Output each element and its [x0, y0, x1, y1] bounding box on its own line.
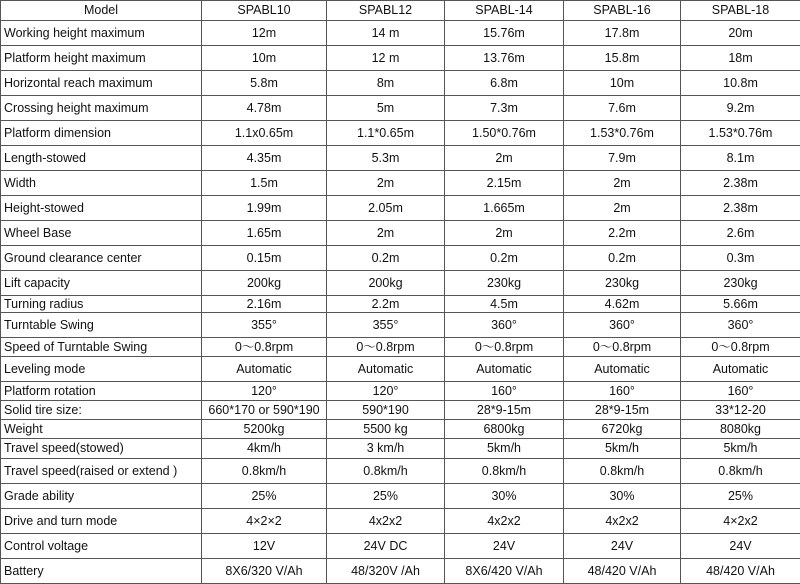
spec-value: 1.665m [445, 196, 564, 221]
spec-value: 5200kg [202, 420, 327, 439]
spec-value: 0.15m [202, 246, 327, 271]
table-row [1, 296, 800, 313]
spec-value: 8080kg [681, 420, 800, 439]
spec-value: Automatic [681, 357, 800, 382]
spec-value: 5m [327, 96, 445, 121]
table-row [1, 559, 800, 584]
spec-value: 0.2m [564, 246, 681, 271]
spec-value: 2m [564, 196, 681, 221]
spec-value: 0.8km/h [681, 459, 800, 484]
spec-value: 33*12-20 [681, 401, 800, 420]
table-row [1, 509, 800, 534]
spec-value: 28*9-15m [564, 401, 681, 420]
spec-value: 5.3m [327, 146, 445, 171]
table-row [1, 534, 800, 559]
spec-label: Control voltage [1, 534, 202, 559]
spec-value: 1.53*0.76m [564, 121, 681, 146]
spec-label: Drive and turn mode [1, 509, 202, 534]
spec-value: 1.50*0.76m [445, 121, 564, 146]
spec-value: 2.38m [681, 171, 800, 196]
spec-value: 24V [681, 534, 800, 559]
spec-value: 360° [681, 313, 800, 338]
header-model-name: SPABL10 [202, 1, 327, 21]
spec-value: 200kg [202, 271, 327, 296]
spec-value: 2m [564, 171, 681, 196]
spec-value: 2m [327, 171, 445, 196]
header-row [1, 1, 800, 21]
spec-value: 48/420 V/Ah [681, 559, 800, 584]
spec-value: 48/420 V/Ah [564, 559, 681, 584]
table-row [1, 382, 800, 401]
spec-value: 4x2x2 [564, 509, 681, 534]
spec-value: Automatic [202, 357, 327, 382]
spec-value: 4.35m [202, 146, 327, 171]
spec-value: 590*190 [327, 401, 445, 420]
spec-value: 0～0.8rpm [327, 338, 445, 357]
spec-value: 360° [445, 313, 564, 338]
spec-value: 24V DC [327, 534, 445, 559]
spec-value: 0～0.8rpm [681, 338, 800, 357]
spec-value: 12m [202, 21, 327, 46]
table-row [1, 357, 800, 382]
spec-value: 2.38m [681, 196, 800, 221]
table-row [1, 459, 800, 484]
spec-value: 5km/h [445, 439, 564, 459]
spec-value: 1.5m [202, 171, 327, 196]
spec-label: Length-stowed [1, 146, 202, 171]
spec-value: 25% [681, 484, 800, 509]
spec-value: 20m [681, 21, 800, 46]
spec-label: Leveling mode [1, 357, 202, 382]
spec-value: 28*9-15m [445, 401, 564, 420]
spec-value: 4.5m [445, 296, 564, 313]
table-row [1, 439, 800, 459]
spec-label: Solid tire size: [1, 401, 202, 420]
spec-label: Grade ability [1, 484, 202, 509]
spec-value: 8m [327, 71, 445, 96]
spec-value: 0.8km/h [327, 459, 445, 484]
spec-value: 14 m [327, 21, 445, 46]
spec-value: 15.8m [564, 46, 681, 71]
spec-value: 2.16m [202, 296, 327, 313]
spec-value: 0～0.8rpm [202, 338, 327, 357]
spec-value: Automatic [564, 357, 681, 382]
spec-value: 2.6m [681, 221, 800, 246]
table-row [1, 96, 800, 121]
header-model-name: SPABL-16 [564, 1, 681, 21]
table-row [1, 146, 800, 171]
spec-label: Weight [1, 420, 202, 439]
table-row [1, 313, 800, 338]
spec-value: 4.62m [564, 296, 681, 313]
spec-value: 7.9m [564, 146, 681, 171]
spec-label: Lift capacity [1, 271, 202, 296]
spec-value: 5.66m [681, 296, 800, 313]
spec-value: 230kg [681, 271, 800, 296]
spec-table-body [1, 1, 800, 584]
spec-value: 4x2x2 [327, 509, 445, 534]
spec-value: 0.2m [445, 246, 564, 271]
spec-value: 230kg [564, 271, 681, 296]
spec-value: 25% [327, 484, 445, 509]
spec-value: 2m [327, 221, 445, 246]
spec-value: 4×2×2 [202, 509, 327, 534]
spec-value: 4.78m [202, 96, 327, 121]
spec-value: 5500 kg [327, 420, 445, 439]
spec-label: Travel speed(stowed) [1, 439, 202, 459]
spec-value: 0～0.8rpm [445, 338, 564, 357]
table-row [1, 420, 800, 439]
table-row [1, 171, 800, 196]
spec-value: 2.2m [327, 296, 445, 313]
spec-value: 2m [445, 221, 564, 246]
spec-value: 1.1*0.65m [327, 121, 445, 146]
spec-value: 15.76m [445, 21, 564, 46]
spec-value: 0.8km/h [202, 459, 327, 484]
spec-value: 18m [681, 46, 800, 71]
spec-value: 6.8m [445, 71, 564, 96]
spec-value: 25% [202, 484, 327, 509]
spec-value: 5.8m [202, 71, 327, 96]
spec-value: 6800kg [445, 420, 564, 439]
spec-value: 0.8km/h [564, 459, 681, 484]
spec-value: 355° [327, 313, 445, 338]
spec-value: 13.76m [445, 46, 564, 71]
spec-label: Battery [1, 559, 202, 584]
spec-value: 48/320V /Ah [327, 559, 445, 584]
spec-value: 2m [445, 146, 564, 171]
spec-value: 8X6/320 V/Ah [202, 559, 327, 584]
spec-value: 160° [681, 382, 800, 401]
spec-value: 2.15m [445, 171, 564, 196]
header-model-name: SPABL-18 [681, 1, 800, 21]
spec-value: 5km/h [564, 439, 681, 459]
spec-label: Working height maximum [1, 21, 202, 46]
table-row [1, 46, 800, 71]
spec-value: 6720kg [564, 420, 681, 439]
spec-value: 0.3m [681, 246, 800, 271]
spec-value: 200kg [327, 271, 445, 296]
spec-value: 360° [564, 313, 681, 338]
spec-label: Crossing height maximum [1, 96, 202, 121]
header-model-name: SPABL-14 [445, 1, 564, 21]
spec-value: 3 km/h [327, 439, 445, 459]
spec-label: Speed of Turntable Swing [1, 338, 202, 357]
table-row [1, 338, 800, 357]
table-row [1, 21, 800, 46]
spec-value: 1.1x0.65m [202, 121, 327, 146]
header-model-name: SPABL12 [327, 1, 445, 21]
spec-value: 7.3m [445, 96, 564, 121]
spec-label: Ground clearance center [1, 246, 202, 271]
spec-value: 30% [564, 484, 681, 509]
spec-value: 10m [202, 46, 327, 71]
spec-value: 120° [327, 382, 445, 401]
spec-label: Platform height maximum [1, 46, 202, 71]
table-row [1, 71, 800, 96]
spec-value: 24V [445, 534, 564, 559]
table-row [1, 121, 800, 146]
spec-value: 24V [564, 534, 681, 559]
spec-value: 160° [445, 382, 564, 401]
table-row [1, 484, 800, 509]
table-row [1, 401, 800, 420]
spec-value: 8X6/420 V/Ah [445, 559, 564, 584]
spec-value: 230kg [445, 271, 564, 296]
spec-value: 2.05m [327, 196, 445, 221]
spec-value: 10m [564, 71, 681, 96]
spec-value: 1.65m [202, 221, 327, 246]
spec-value: 5km/h [681, 439, 800, 459]
spec-label: Horizontal reach maximum [1, 71, 202, 96]
spec-value: 4km/h [202, 439, 327, 459]
table-row [1, 246, 800, 271]
spec-label: Platform rotation [1, 382, 202, 401]
spec-label: Turning radius [1, 296, 202, 313]
spec-value: 1.53*0.76m [681, 121, 800, 146]
spec-value: 0～0.8rpm [564, 338, 681, 357]
spec-label: Width [1, 171, 202, 196]
spec-value: 0.2m [327, 246, 445, 271]
header-model-label: Model [1, 1, 202, 21]
spec-value: 4x2x2 [445, 509, 564, 534]
spec-value: 160° [564, 382, 681, 401]
spec-value: 0.8km/h [445, 459, 564, 484]
spec-value: 355° [202, 313, 327, 338]
spec-value: 12 m [327, 46, 445, 71]
spec-value: 12V [202, 534, 327, 559]
spec-value: 10.8m [681, 71, 800, 96]
spec-value: Automatic [445, 357, 564, 382]
spec-label: Platform dimension [1, 121, 202, 146]
spec-value: 7.6m [564, 96, 681, 121]
table-row [1, 271, 800, 296]
table-row [1, 196, 800, 221]
spec-label: Turntable Swing [1, 313, 202, 338]
table-row [1, 221, 800, 246]
spec-value: 120° [202, 382, 327, 401]
spec-value: 1.99m [202, 196, 327, 221]
spec-value: 2.2m [564, 221, 681, 246]
spec-label: Height-stowed [1, 196, 202, 221]
spec-label: Wheel Base [1, 221, 202, 246]
spec-value: Automatic [327, 357, 445, 382]
spec-value: 9.2m [681, 96, 800, 121]
spec-value: 30% [445, 484, 564, 509]
spec-value: 17.8m [564, 21, 681, 46]
spec-value: 660*170 or 590*190 [202, 401, 327, 420]
spec-value: 8.1m [681, 146, 800, 171]
spec-label: Travel speed(raised or extend ) [1, 459, 202, 484]
spec-value: 4×2x2 [681, 509, 800, 534]
